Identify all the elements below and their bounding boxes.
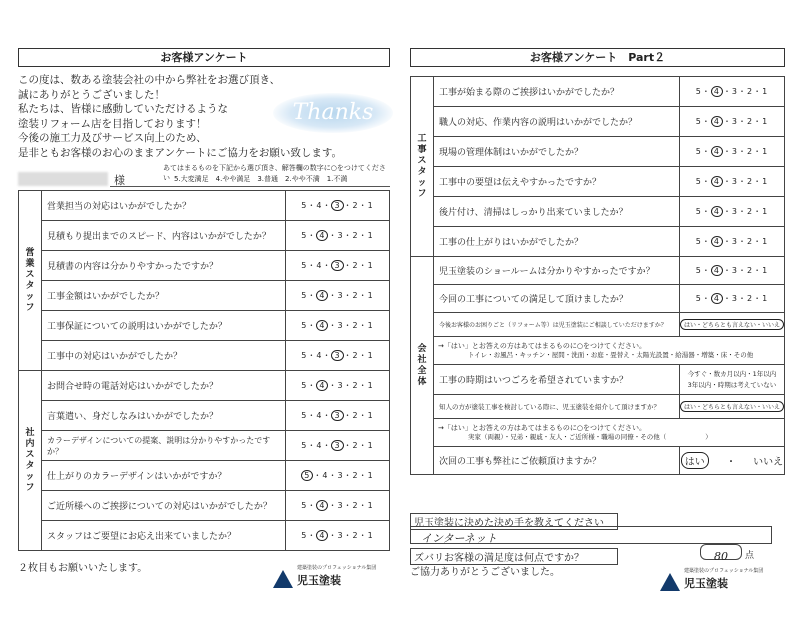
legend-note: あてはまるものを下記から選び頂き、解答欄の数字に○をつけてください	[163, 164, 386, 182]
mountain-icon	[660, 573, 680, 591]
circled-rating: 4	[316, 500, 328, 511]
rating-scale: 5・ 4 ・3・2・1	[679, 227, 784, 257]
rating-scale: 5・ 4 ・3・2・1	[286, 371, 390, 401]
circled-rating: 4	[711, 293, 723, 304]
rating-scale: 5・ 4 ・3・2・1	[679, 285, 784, 313]
question-text: 工事の時期はいつごろを希望されていますか？	[434, 365, 680, 395]
logo-name: 児玉塗装	[297, 574, 341, 587]
circled-rating: 4	[711, 176, 723, 187]
rating-scale: 5・4・ 3 ・2・1	[286, 401, 390, 431]
circled-rating: 4	[316, 530, 328, 541]
rating-scale: 5・ 4 ・3・2・1	[679, 257, 784, 285]
sama-label: 様	[114, 174, 125, 187]
rating-scale: 5・4・ 3 ・2・1	[286, 191, 390, 221]
circled-rating: 4	[316, 320, 328, 331]
section-label: 会社全体	[411, 257, 434, 475]
next-options: はい ・ いいえ	[679, 447, 784, 475]
score-question: ズバリお客様の満足度は何点ですか？	[410, 548, 618, 565]
question-text: 次回の工事も弊社にご依頼頂けますか？	[434, 447, 680, 475]
rating-scale: 5・ 4 ・3・2・1	[286, 311, 390, 341]
redacted-name	[18, 172, 108, 186]
intro-line: 誠にありがとうございました！	[18, 88, 165, 101]
page-title: お客様アンケート	[18, 48, 390, 67]
circled-rating: 3	[331, 410, 343, 421]
survey-page-1	[18, 0, 390, 587]
consult-details	[434, 337, 785, 365]
circled-rating: 3	[331, 200, 343, 211]
rating-scale: 5・ 4 ・3・2・1	[679, 197, 784, 227]
question-text: 工事が始まる際のご挨拶はいかがでしたか？	[434, 77, 680, 107]
logo-tagline: 建築塗装のプロフェッショナル集団	[684, 568, 764, 574]
circled-rating: 4	[711, 146, 723, 157]
survey-table-1	[18, 190, 390, 551]
section-label: 営業スタッフ	[19, 191, 42, 371]
company-logo	[273, 565, 376, 588]
refer-options: はい・どちらとも言えない・いいえ	[679, 395, 784, 419]
next-yes: はい	[681, 452, 709, 469]
score-unit: 点	[745, 551, 755, 561]
question-text: 工事金額はいかがでしたか？	[42, 281, 286, 311]
question-text: 仕上がりのカラーデザインはいかがですか？	[42, 461, 286, 491]
timing-option-line: 3年以内・時期は考えていない	[687, 380, 777, 389]
question-text: カラーデザインについての提案、説明は分かりやすかったですか？	[42, 431, 286, 461]
question-text: 工事の仕上がりはいかがでしたか？	[434, 227, 680, 257]
timing-options	[679, 365, 784, 395]
circled-rating: 3	[331, 350, 343, 361]
reason-answer: インターネット	[421, 532, 498, 545]
question-text: 後片付け、清掃はしっかり出来ていましたか？	[434, 197, 680, 227]
rating-scale: 5・ 4 ・3・2・1	[286, 221, 390, 251]
question-text: 見積書の内容は分かりやすかったですか？	[42, 251, 286, 281]
question-text: 見積もり提出までのスピード、内容はいかがでしたか？	[42, 221, 286, 251]
reason-question: 児玉塗装に決めた決め手を教えてください	[410, 513, 785, 530]
consult-note: →「はい」とお答えの方はあてはまるものに○をつけてください。	[438, 341, 646, 350]
question-text: 児玉塗装のショールームは分かりやすかったですか？	[434, 257, 680, 285]
circled-rating: 4	[711, 116, 723, 127]
refer-details	[434, 419, 785, 447]
footer-note: ２枚目もお願いいたします。	[18, 563, 148, 574]
question-text: 工事中の要望は伝えやすかったですか？	[434, 167, 680, 197]
score-answer-box	[700, 544, 742, 563]
section-label: 工事スタッフ	[411, 77, 434, 257]
score-answer: 80	[714, 550, 728, 563]
question-text: 今後お客様のお困りごと（リフォーム等）は児玉塗装にご相談していただけますか？	[434, 313, 680, 337]
logo-tagline: 建築塗装のプロフェッショナル集団	[297, 565, 377, 571]
circled-rating: 4	[316, 290, 328, 301]
survey-page-2	[410, 0, 785, 590]
rating-scale: 5 ・4・3・2・1	[286, 461, 390, 491]
circled-rating: 4	[316, 380, 328, 391]
circled-rating: 4	[711, 265, 723, 276]
section-label: 社内スタッフ	[19, 371, 42, 551]
reason-answer-box	[410, 526, 772, 544]
circled-rating: 3	[331, 260, 343, 271]
question-text: 知人の方が塗装工事を検討している際に、児玉塗装を紹介して頂けますか？	[434, 395, 680, 419]
rating-scale: 5・ 4 ・3・2・1	[679, 137, 784, 167]
intro-line: この度は、数ある塗装会社の中から弊社をお選び頂き、	[18, 74, 281, 86]
question-text: スタッフはご要望にお応え出来ていましたか？	[42, 521, 286, 551]
consult-items: トイレ・お風呂・キッチン・屋間・洗面・お庭・畳替え・太陽光設置・給湯器・増築・床・その他	[468, 350, 754, 359]
question-text: お問合せ時の電話対応はいかがでしたか？	[42, 371, 286, 401]
rating-scale: 5・4・ 3 ・2・1	[286, 431, 390, 461]
question-text: 今回の工事についての満足して頂けましたか？	[434, 285, 680, 313]
question-text: 職人の対応、作業内容の説明はいかがでしたか？	[434, 107, 680, 137]
intro-line: 今後の施工力及びサービス向上のため、	[18, 132, 207, 144]
timing-option-line: 今すぐ・数カ月以内・1年以内	[687, 369, 777, 378]
circled-rating: 4	[711, 86, 723, 97]
question-text: ご近所様へのご挨拶についての対応はいかがでしたか？	[42, 491, 286, 521]
intro-line: 是非ともお客様のお心のままアンケートにご協力をお願い致します。	[18, 146, 343, 159]
rating-scale: 5・4・ 3 ・2・1	[286, 251, 390, 281]
question-text: 工事保証についての説明はいかがでしたか？	[42, 311, 286, 341]
question-text: 営業担当の対応はいかがでしたか？	[42, 191, 286, 221]
circled-rating: 3	[331, 440, 343, 451]
rating-scale: 5・4・ 3 ・2・1	[286, 341, 390, 371]
rating-scale: 5・ 4 ・3・2・1	[286, 521, 390, 551]
intro-line: 塗装リフォーム店を目指しております！	[18, 117, 207, 130]
page-title: お客様アンケート Part２	[410, 48, 785, 67]
intro-line: 私たちは、皆様に感動していただけるような	[18, 103, 228, 115]
circled-rating: 4	[711, 206, 723, 217]
rating-scale: 5・ 4 ・3・2・1	[679, 167, 784, 197]
refer-note: →「はい」とお答えの方はあてはまるものに○をつけてください。	[438, 423, 646, 432]
circled-rating: 4	[316, 230, 328, 241]
name-and-legend	[18, 160, 390, 190]
thanks-graphic: Thanks	[273, 93, 393, 133]
consult-options: はい・どちらとも言えない・いいえ	[679, 313, 784, 337]
intro-text	[18, 73, 390, 160]
company-logo	[660, 568, 763, 591]
question-text: 工事中の対応はいかがでしたか？	[42, 341, 286, 371]
logo-name: 児玉塗装	[684, 577, 728, 590]
mountain-icon	[273, 570, 293, 588]
rating-scale: 5・ 4 ・3・2・1	[679, 77, 784, 107]
survey-table-2	[410, 76, 785, 475]
question-text: 現場の管理体制はいかがでしたか？	[434, 137, 680, 167]
circled-rating: 4	[711, 236, 723, 247]
refer-items: 実家（両親）・兄弟・親戚・友人・ご近所様・職場の同僚・その他（ ）	[468, 432, 712, 441]
next-no: いいえ	[753, 457, 784, 468]
rating-scale: 5・ 4 ・3・2・1	[679, 107, 784, 137]
thanks-line: ご協力ありがとうございました。	[410, 567, 560, 578]
circled-rating: 5	[301, 470, 313, 481]
question-text: 言葉遣い、身だしなみはいかがでしたか？	[42, 401, 286, 431]
legend-scale: 5.大変満足 4.やや満足 3.普通 2.やや不満 1.不満	[174, 175, 348, 183]
rating-scale: 5・ 4 ・3・2・1	[286, 491, 390, 521]
rating-scale: 5・ 4 ・3・2・1	[286, 281, 390, 311]
